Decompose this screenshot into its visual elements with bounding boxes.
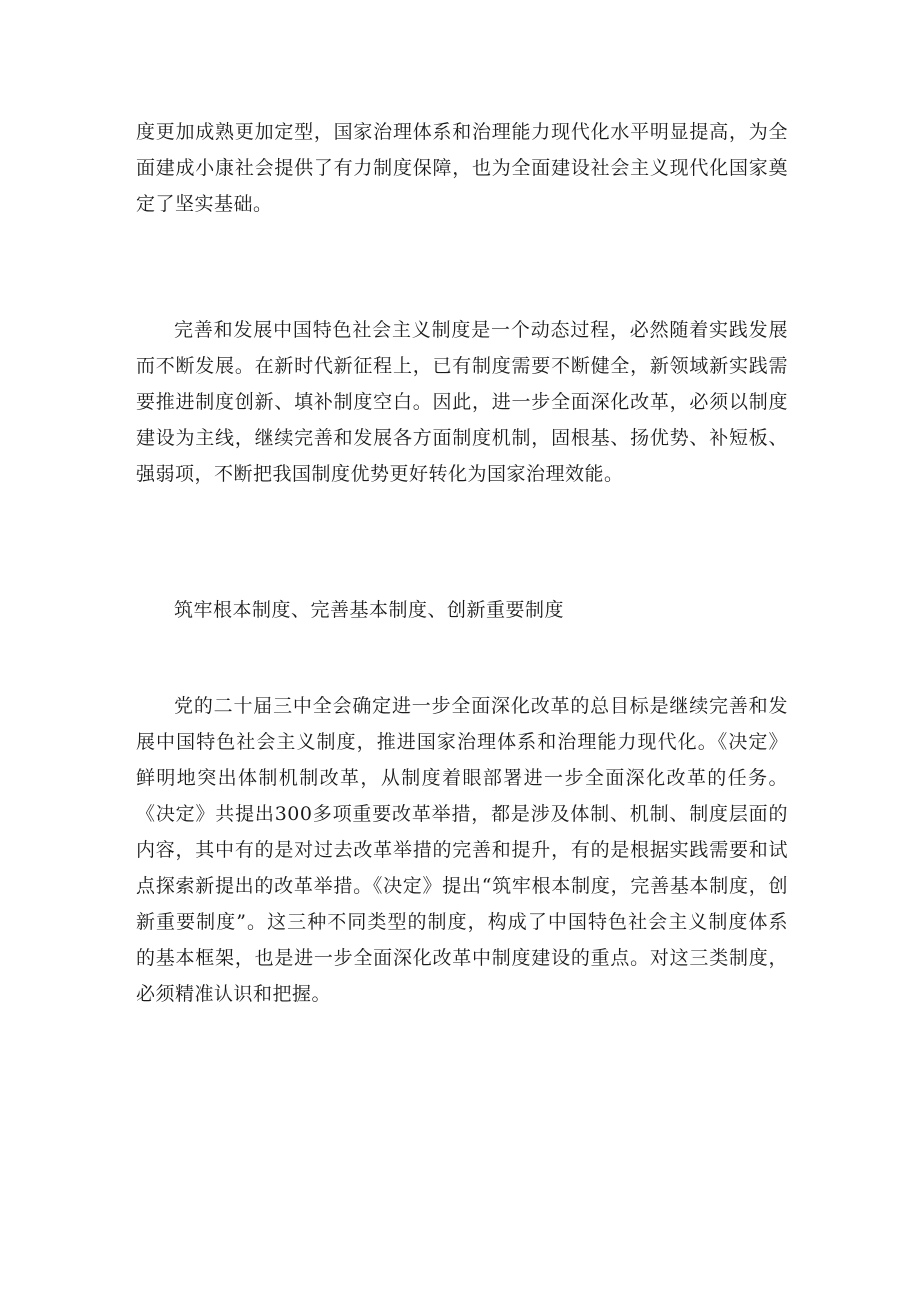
paragraph-continuation: 度更加成熟更加定型，国家治理体系和治理能力现代化水平明显提高，为全面建成小康社会提供了有力制度保障，也为全面建设社会主义现代化国家奠定了坚实基础。 [136, 121, 788, 215]
paragraph-decision: 党的二十届三中全会确定进一步全面深化改革的总目标是继续完善和发展中国特色社会主义制度，推进国家治理体系和治理能力现代化。《决定》鲜明地突出体制机制改革，从制度着眼部署进一步全面深化改革的任务。《决定》共提出300多项重要改革举措，都是涉及体制、机制、制度层面的内容，其中有的是对过去改革举措的完善和提升，有的是根据实践需要和试点探索新提出的改革举措。《决定》提出“筑牢根本制度，完善基本制度，创新重要制度”。这三种不同类型的制度，构成了中国特色社会主义制度体系的基本框架，也是进一步全面深化改革中制度建设的重点。对这三类制度，必须精准认识和把握。 [136, 695, 788, 1005]
section-heading: 筑牢根本制度、完善基本制度、创新重要制度 [174, 599, 565, 621]
paragraph-dynamic-process: 完善和发展中国特色社会主义制度是一个动态过程，必然随着实践发展而不断发展。在新时代新征程上，已有制度需要不断健全，新领域新实践需要推进制度创新、填补制度空白。因此，进一步全面深化改革，必须以制度建设为主线，继续完善和发展各方面制度机制，固根基、扬优势、补短板、强弱项，不断把我国制度优势更好转化为国家治理效能。 [136, 319, 788, 485]
